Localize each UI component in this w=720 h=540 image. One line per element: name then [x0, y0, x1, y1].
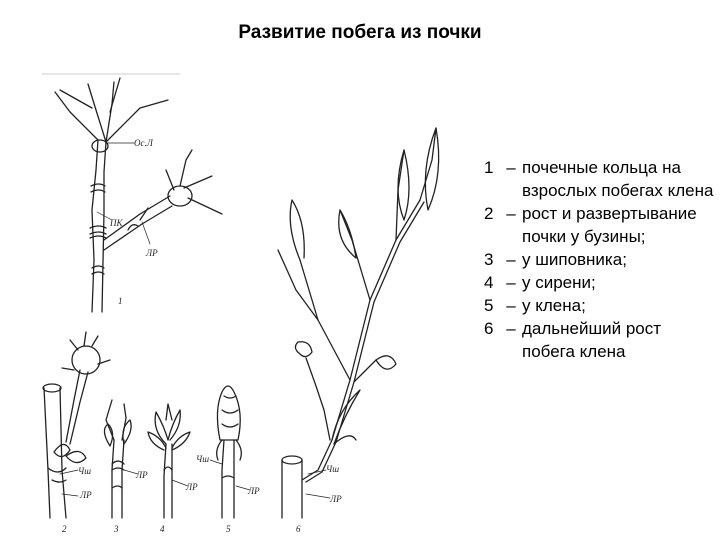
label-lr-fig4: ЛР [186, 482, 198, 492]
label-chi-fig2: Чш [78, 466, 91, 476]
label-lr-fig1: ЛР [146, 248, 158, 258]
legend-text: у сирени; [522, 273, 596, 292]
figure-1-maple-twig [42, 74, 222, 312]
figure-number-1: 1 [118, 296, 123, 306]
legend-text: рост и развертывание почки у бузины; [522, 204, 697, 246]
label-pk: ПК [110, 218, 123, 228]
legend-item: 5 – у клена; [484, 294, 716, 317]
legend-number: 1 [484, 158, 494, 177]
figure-4-lilac-bud [148, 404, 190, 518]
label-chi-fig5: Чш [196, 454, 209, 464]
figure-number-6: 6 [296, 524, 301, 534]
legend-text: у клена; [522, 296, 586, 315]
legend-text: у шиповника; [522, 250, 627, 269]
legend-item: 4 – у сирени; [484, 271, 716, 294]
legend-number: 4 [484, 273, 494, 292]
figure-3-rose-bud [104, 400, 138, 518]
legend-text: дальнейший рост побега клена [522, 319, 662, 361]
legend-number: 6 [484, 319, 494, 338]
figure-number-4: 4 [160, 524, 165, 534]
figure-number-5: 5 [226, 524, 231, 534]
legend-number: 2 [484, 204, 494, 223]
label-lr-fig2: ЛР [80, 490, 92, 500]
label-lr-fig6: ЛР [330, 494, 342, 504]
label-lr-fig3: ЛР [136, 470, 148, 480]
figure-number-3: 3 [114, 524, 119, 534]
legend-number: 5 [484, 296, 494, 315]
legend-text: почечные кольца на взрослых побегах клена [522, 158, 714, 200]
label-chi-fig6: Чш [326, 464, 339, 474]
legend-item: 2 – рост и развертывание почки у бузины; [484, 202, 716, 248]
legend-number: 3 [484, 250, 494, 269]
legend-item: 3 – у шиповника; [484, 248, 716, 271]
page-title: Развитие побега из почки [238, 22, 482, 43]
label-lr-fig5: ЛР [248, 486, 260, 496]
legend-item: 1 – почечные кольца на взрослых побегах клена [484, 156, 716, 202]
label-osl: Ос.Л [134, 138, 153, 148]
figure-legend [484, 156, 716, 363]
legend-item: 6 – дальнейший рост побега клена [484, 317, 716, 363]
figure-6-maple-shoot [278, 128, 439, 518]
figure-number-2: 2 [62, 524, 67, 534]
figure-5-maple-bud [210, 386, 250, 518]
figure-2-elder-bud [43, 332, 110, 518]
